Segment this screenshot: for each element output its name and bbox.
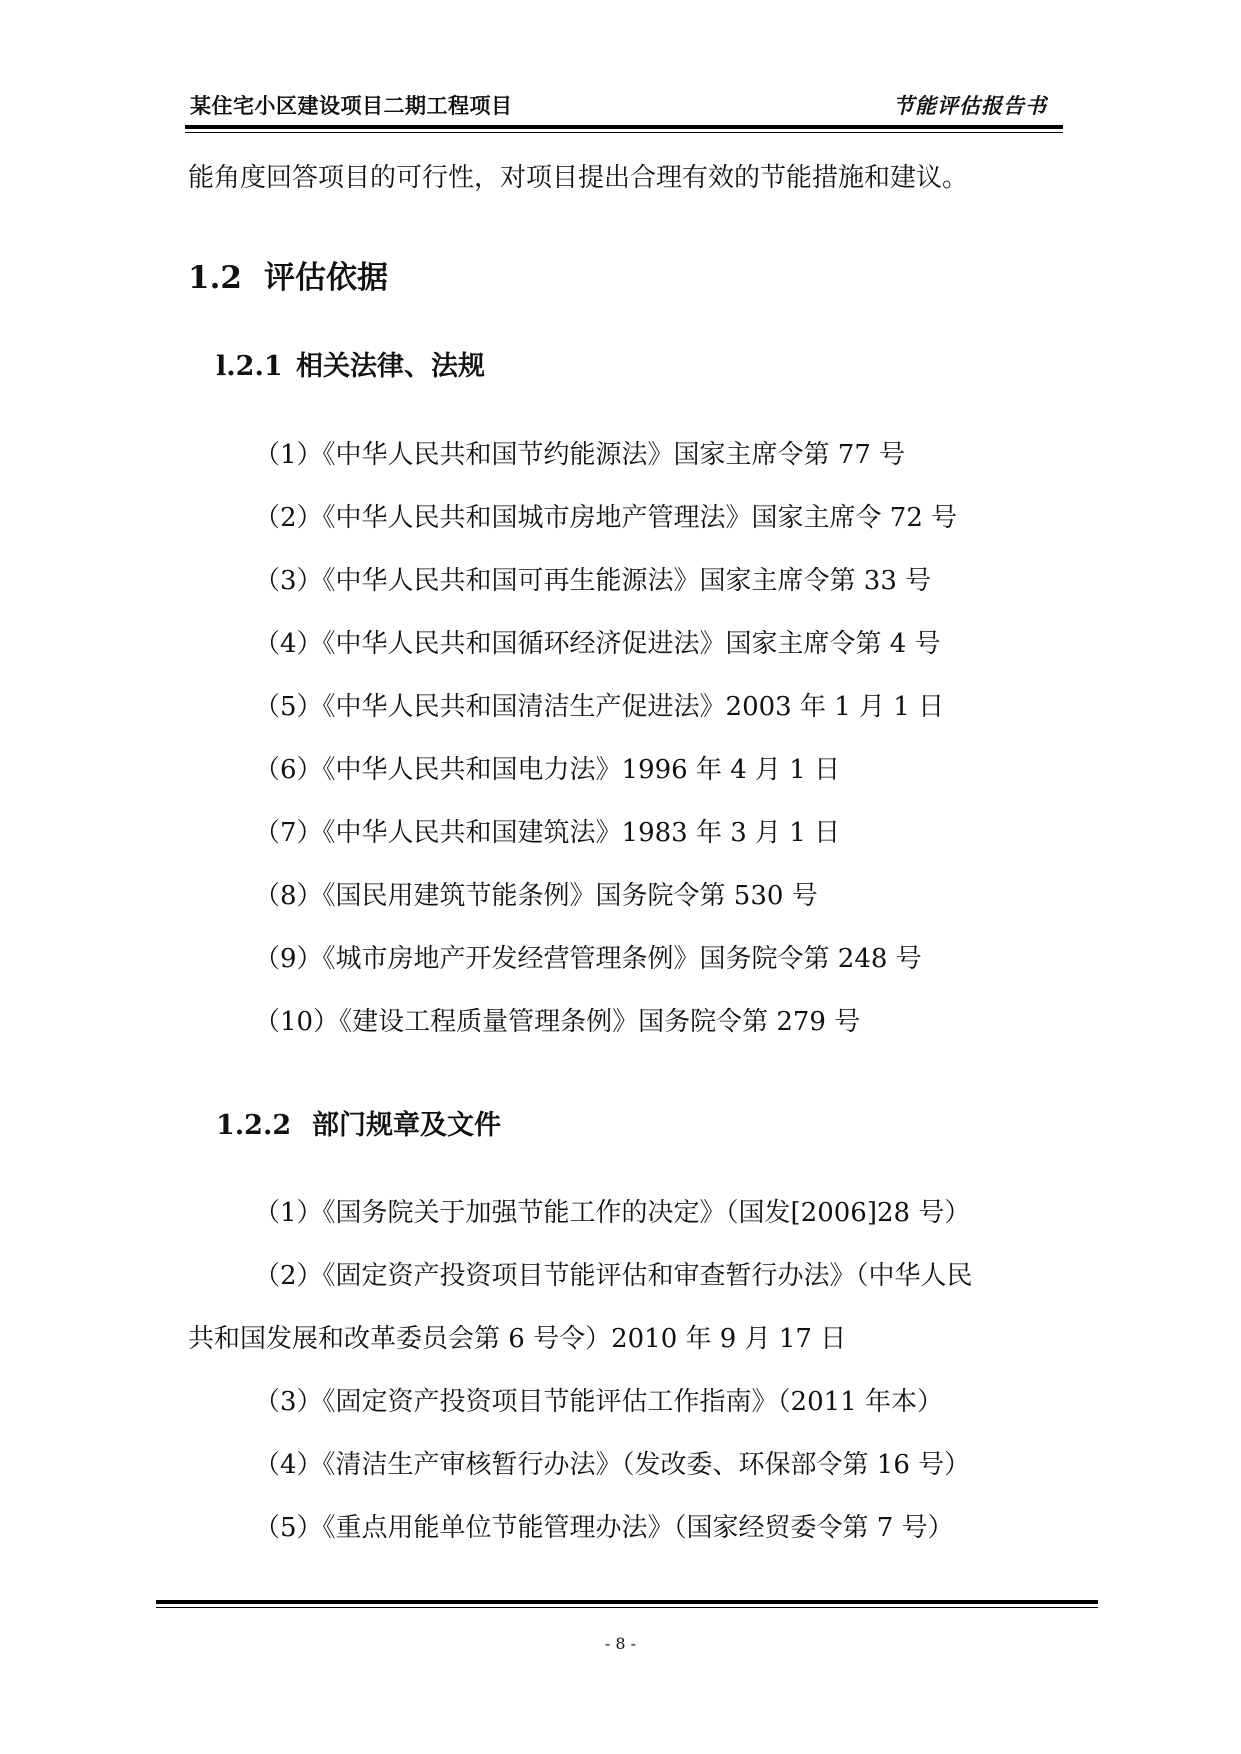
list-item: （2）《中华人民共和国城市房地产管理法》国家主席令 72 号 — [254, 503, 958, 533]
list-item: （3）《中华人民共和国可再生能源法》国家主席令第 33 号 — [254, 566, 932, 596]
section-number: 1.2 — [188, 260, 242, 296]
list-item: （4）《中华人民共和国循环经济促进法》国家主席令第 4 号 — [254, 629, 941, 659]
list-item: （6）《中华人民共和国电力法》1996 年 4 月 1 日 — [254, 755, 841, 785]
list-item: （3）《固定资产投资项目节能评估工作指南》（2011 年本） — [254, 1387, 943, 1417]
list-item: （5）《中华人民共和国清洁生产促进法》2003 年 1 月 1 日 — [254, 692, 945, 722]
footer-rule-thin — [156, 1607, 1098, 1608]
list-item: （10）《建设工程质量管理条例》国务院令第 279 号 — [254, 1007, 861, 1037]
header-report-title: 节能评估报告书 — [893, 94, 1047, 118]
page-header — [188, 84, 1063, 124]
list-item: （2）《固定资产投资项目节能评估和审查暂行办法》（中华人民 — [254, 1261, 973, 1291]
subsection-title: 相关法律、法规 — [296, 351, 485, 382]
subsection-heading-laws — [216, 344, 485, 383]
subsection-number: l.2.1 — [216, 351, 283, 382]
list-item: （4）《清洁生产审核暂行办法》（发改委、环保部令第 16 号） — [254, 1450, 971, 1480]
list-item: （9）《城市房地产开发经营管理条例》国务院令第 248 号 — [254, 944, 922, 974]
list-item: （1）《中华人民共和国节约能源法》国家主席令第 77 号 — [254, 440, 906, 470]
section-title: 评估依据 — [264, 260, 388, 296]
list-item: （1）《国务院关于加强节能工作的决定》（国发[2006]28 号） — [254, 1198, 971, 1228]
list-item: （5）《重点用能单位节能管理办法》（国家经贸委令第 7 号） — [254, 1513, 954, 1543]
subsection-heading-regulations — [216, 1103, 501, 1142]
header-rule-thin — [185, 132, 1063, 133]
intro-line: 能角度回答项目的可行性，对项目提出合理有效的节能措施和建议。 — [188, 163, 969, 193]
list-item: （8）《国民用建筑节能条例》国务院令第 530 号 — [254, 881, 818, 911]
subsection-number: 1.2.2 — [216, 1110, 292, 1141]
list-item-continuation: 共和国发展和改革委员会第 6 号令）2010 年 9 月 17 日 — [188, 1324, 847, 1354]
page-number: - 8 - — [604, 1634, 637, 1653]
footer-rule-thick — [156, 1600, 1098, 1604]
subsection-title: 部门规章及文件 — [312, 1110, 501, 1141]
header-rule-thick — [185, 125, 1063, 129]
list-item: （7）《中华人民共和国建筑法》1983 年 3 月 1 日 — [254, 818, 841, 848]
header-project-title: 某住宅小区建设项目二期工程项目 — [190, 94, 513, 118]
section-heading — [188, 252, 388, 297]
